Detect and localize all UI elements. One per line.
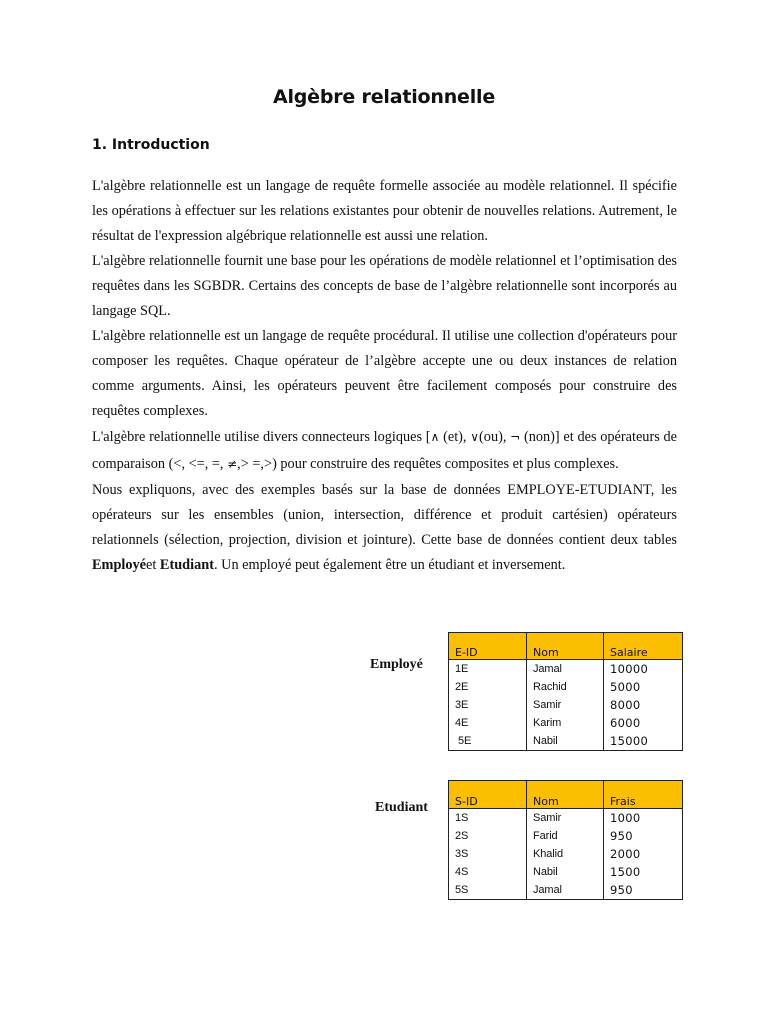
table-cell: 1500 xyxy=(604,863,683,881)
table-cell: 5E xyxy=(449,732,527,751)
section-heading: 1. Introduction xyxy=(92,137,210,153)
etudiant-table-label: Etudiant xyxy=(375,800,428,815)
table-cell: 1S xyxy=(449,809,527,828)
table-cell: 950 xyxy=(604,827,683,845)
table-cell: 6000 xyxy=(604,714,683,732)
or-symbol: ∨ xyxy=(470,430,480,444)
table-row xyxy=(449,714,683,732)
table-cell: 1E xyxy=(449,660,527,679)
text-run: (non)] et des opérateurs de comparaison (<, <=, =, xyxy=(92,429,677,472)
employe-table-label: Employé xyxy=(370,657,423,672)
paragraph-4 xyxy=(92,424,677,478)
table-row xyxy=(449,827,683,845)
table-row xyxy=(449,881,683,900)
table-header-cell: Nom xyxy=(527,781,604,809)
document-body xyxy=(92,174,677,578)
table-header-cell: Salaire xyxy=(604,633,683,660)
table-cell: 950 xyxy=(604,881,683,900)
etudiant-table xyxy=(448,780,683,900)
table-cell: Jamal xyxy=(527,660,604,679)
table-cell: 5000 xyxy=(604,678,683,696)
employe-table xyxy=(448,632,683,751)
table-row xyxy=(449,809,683,828)
table-row xyxy=(449,696,683,714)
table-cell: 15000 xyxy=(604,732,683,751)
text-run: ,> =,>) pour construire des requêtes composites et plus complexes. xyxy=(237,456,619,472)
table-cell: 5S xyxy=(449,881,527,900)
table-header-cell: E-ID xyxy=(449,633,527,660)
table-cell: 2S xyxy=(449,827,527,845)
text-run: (et), xyxy=(439,429,471,445)
table-row xyxy=(449,845,683,863)
paragraph-2: L'algèbre relationnelle fournit une base pour les opérations de modèle relationnel et l’optimisation des requêtes dans les SGBDR. Certains des concepts de base de l’algèbre relationnelle sont incorporés au langage SQL. xyxy=(92,253,677,319)
text-run: Nous expliquons, avec des exemples basés sur la base de données EMPLOYE-ETUDIANT, les opérateurs sur les ensembles (union, intersection, différence et produit cartésien) opérateurs relationnels (sélection, projection, division et jointure). Cette base de données contient deux tables xyxy=(92,482,677,548)
table-cell: Samir xyxy=(527,696,604,714)
table-cell: Rachid xyxy=(527,678,604,696)
table-cell: Khalid xyxy=(527,845,604,863)
table-cell: Nabil xyxy=(527,863,604,881)
and-symbol: ∧ xyxy=(430,430,440,444)
table-cell: Samir xyxy=(527,809,604,828)
table-cell: 1000 xyxy=(604,809,683,828)
table-cell: 10000 xyxy=(604,660,683,679)
table-row xyxy=(449,660,683,679)
table-header-cell: S-ID xyxy=(449,781,527,809)
text-run: L'algèbre relationnelle utilise divers connecteurs logiques [ xyxy=(92,429,431,445)
table-cell: 2000 xyxy=(604,845,683,863)
not-symbol: ¬ xyxy=(510,430,521,444)
text-run: et xyxy=(146,557,160,573)
table-cell: Jamal xyxy=(527,881,604,900)
table-header-cell: Nom xyxy=(527,633,604,660)
table-cell: 4E xyxy=(449,714,527,732)
table-cell: Farid xyxy=(527,827,604,845)
page-title: Algèbre relationnelle xyxy=(272,86,496,108)
table-row xyxy=(449,678,683,696)
paragraph-3: L'algèbre relationnelle est un langage de requête procédural. Il utilise une collection d'opérateurs pour composer les requêtes. Chaque opérateur de l’algèbre accepte une ou deux instances de relation comme arguments. Ainsi, les opérateurs peuvent être facilement composés pour construire des requêtes complexes. xyxy=(92,328,677,419)
table-header-cell: Frais xyxy=(604,781,683,809)
not-equal-symbol: ≠ xyxy=(227,457,238,471)
table-name-etudiant: Etudiant xyxy=(159,557,214,573)
table-cell: 4S xyxy=(449,863,527,881)
paragraph-5 xyxy=(92,478,677,578)
table-row xyxy=(449,863,683,881)
table-cell: Nabil xyxy=(527,732,604,751)
paragraph-1: L'algèbre relationnelle est un langage de requête formelle associée au modèle relationnel. Il spécifie les opérations à effectuer sur les relations existantes pour obtenir de nouvelles relations. Autrement, le résultat de l'expression algébrique relationnelle est aussi une relation. xyxy=(92,178,677,244)
table-cell: 2E xyxy=(449,678,527,696)
table-cell: 3S xyxy=(449,845,527,863)
table-cell: Karim xyxy=(527,714,604,732)
table-cell: 3E xyxy=(449,696,527,714)
table-cell: 8000 xyxy=(604,696,683,714)
table-name-employe: Employé xyxy=(92,557,147,573)
text-run: (ou), xyxy=(479,429,511,445)
table-row xyxy=(449,732,683,751)
text-run: . Un employé peut également être un étudiant et inversement. xyxy=(213,557,566,573)
